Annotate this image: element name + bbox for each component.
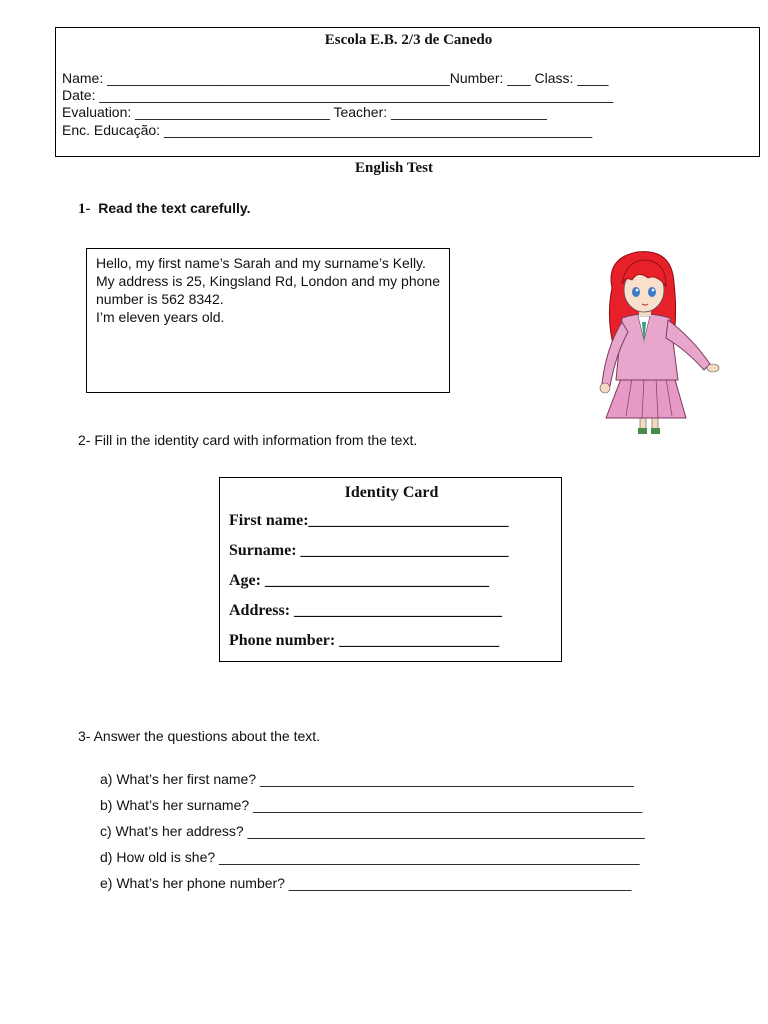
exercise-2-instruction: 2- Fill in the identity card with information from the text.	[78, 432, 418, 448]
exercise-1-heading	[78, 200, 251, 218]
name-line[interactable]: Name: ____________________________________________Number: ___ Class: ____	[62, 70, 609, 86]
evaluation-line[interactable]: Evaluation: _________________________ Teacher: ____________________	[62, 104, 547, 120]
reading-text-line: My address is 25, Kingsland Rd, London and my phone number is 562 8342.	[96, 273, 440, 307]
girl-illustration	[592, 248, 722, 436]
test-title: English Test	[355, 160, 433, 176]
age-field[interactable]: Age: ____________________________	[229, 572, 489, 589]
school-name: Escola E.B. 2/3 de Canedo	[324, 32, 493, 48]
question-a[interactable]: a) What’s her first name? ________________________________________________	[100, 771, 634, 787]
question-c[interactable]: c) What’s her address? ___________________________________________________	[100, 823, 645, 839]
question-d[interactable]: d) How old is she? ______________________________________________________	[100, 849, 640, 865]
identity-card	[219, 477, 562, 662]
exercise-1-instruction: Read the text carefully.	[98, 200, 251, 216]
phone-number-field[interactable]: Phone number: ____________________	[229, 632, 500, 649]
first-name-field[interactable]: First name:_________________________	[229, 512, 509, 529]
surname-field[interactable]: Surname: __________________________	[229, 542, 509, 559]
address-field[interactable]: Address: __________________________	[229, 602, 503, 619]
reading-text-line: I’m eleven years old.	[96, 309, 225, 325]
identity-card-title: Identity Card	[344, 484, 439, 501]
date-line[interactable]: Date: __________________________________________________________________	[62, 87, 614, 103]
question-b[interactable]: b) What’s her surname? __________________________________________________	[100, 797, 643, 813]
exercise-3-instruction: 3- Answer the questions about the text.	[78, 728, 321, 744]
header-box	[55, 27, 760, 157]
reading-text-box	[86, 248, 450, 393]
reading-text-line: Hello, my first name’s Sarah and my surname’s Kelly.	[96, 255, 426, 271]
enc-educacao-line[interactable]: Enc. Educação: _______________________________________________________	[62, 122, 593, 138]
question-e[interactable]: e) What’s her phone number? ____________________________________________	[100, 875, 632, 891]
exercise-1-number: 1-	[78, 201, 91, 217]
